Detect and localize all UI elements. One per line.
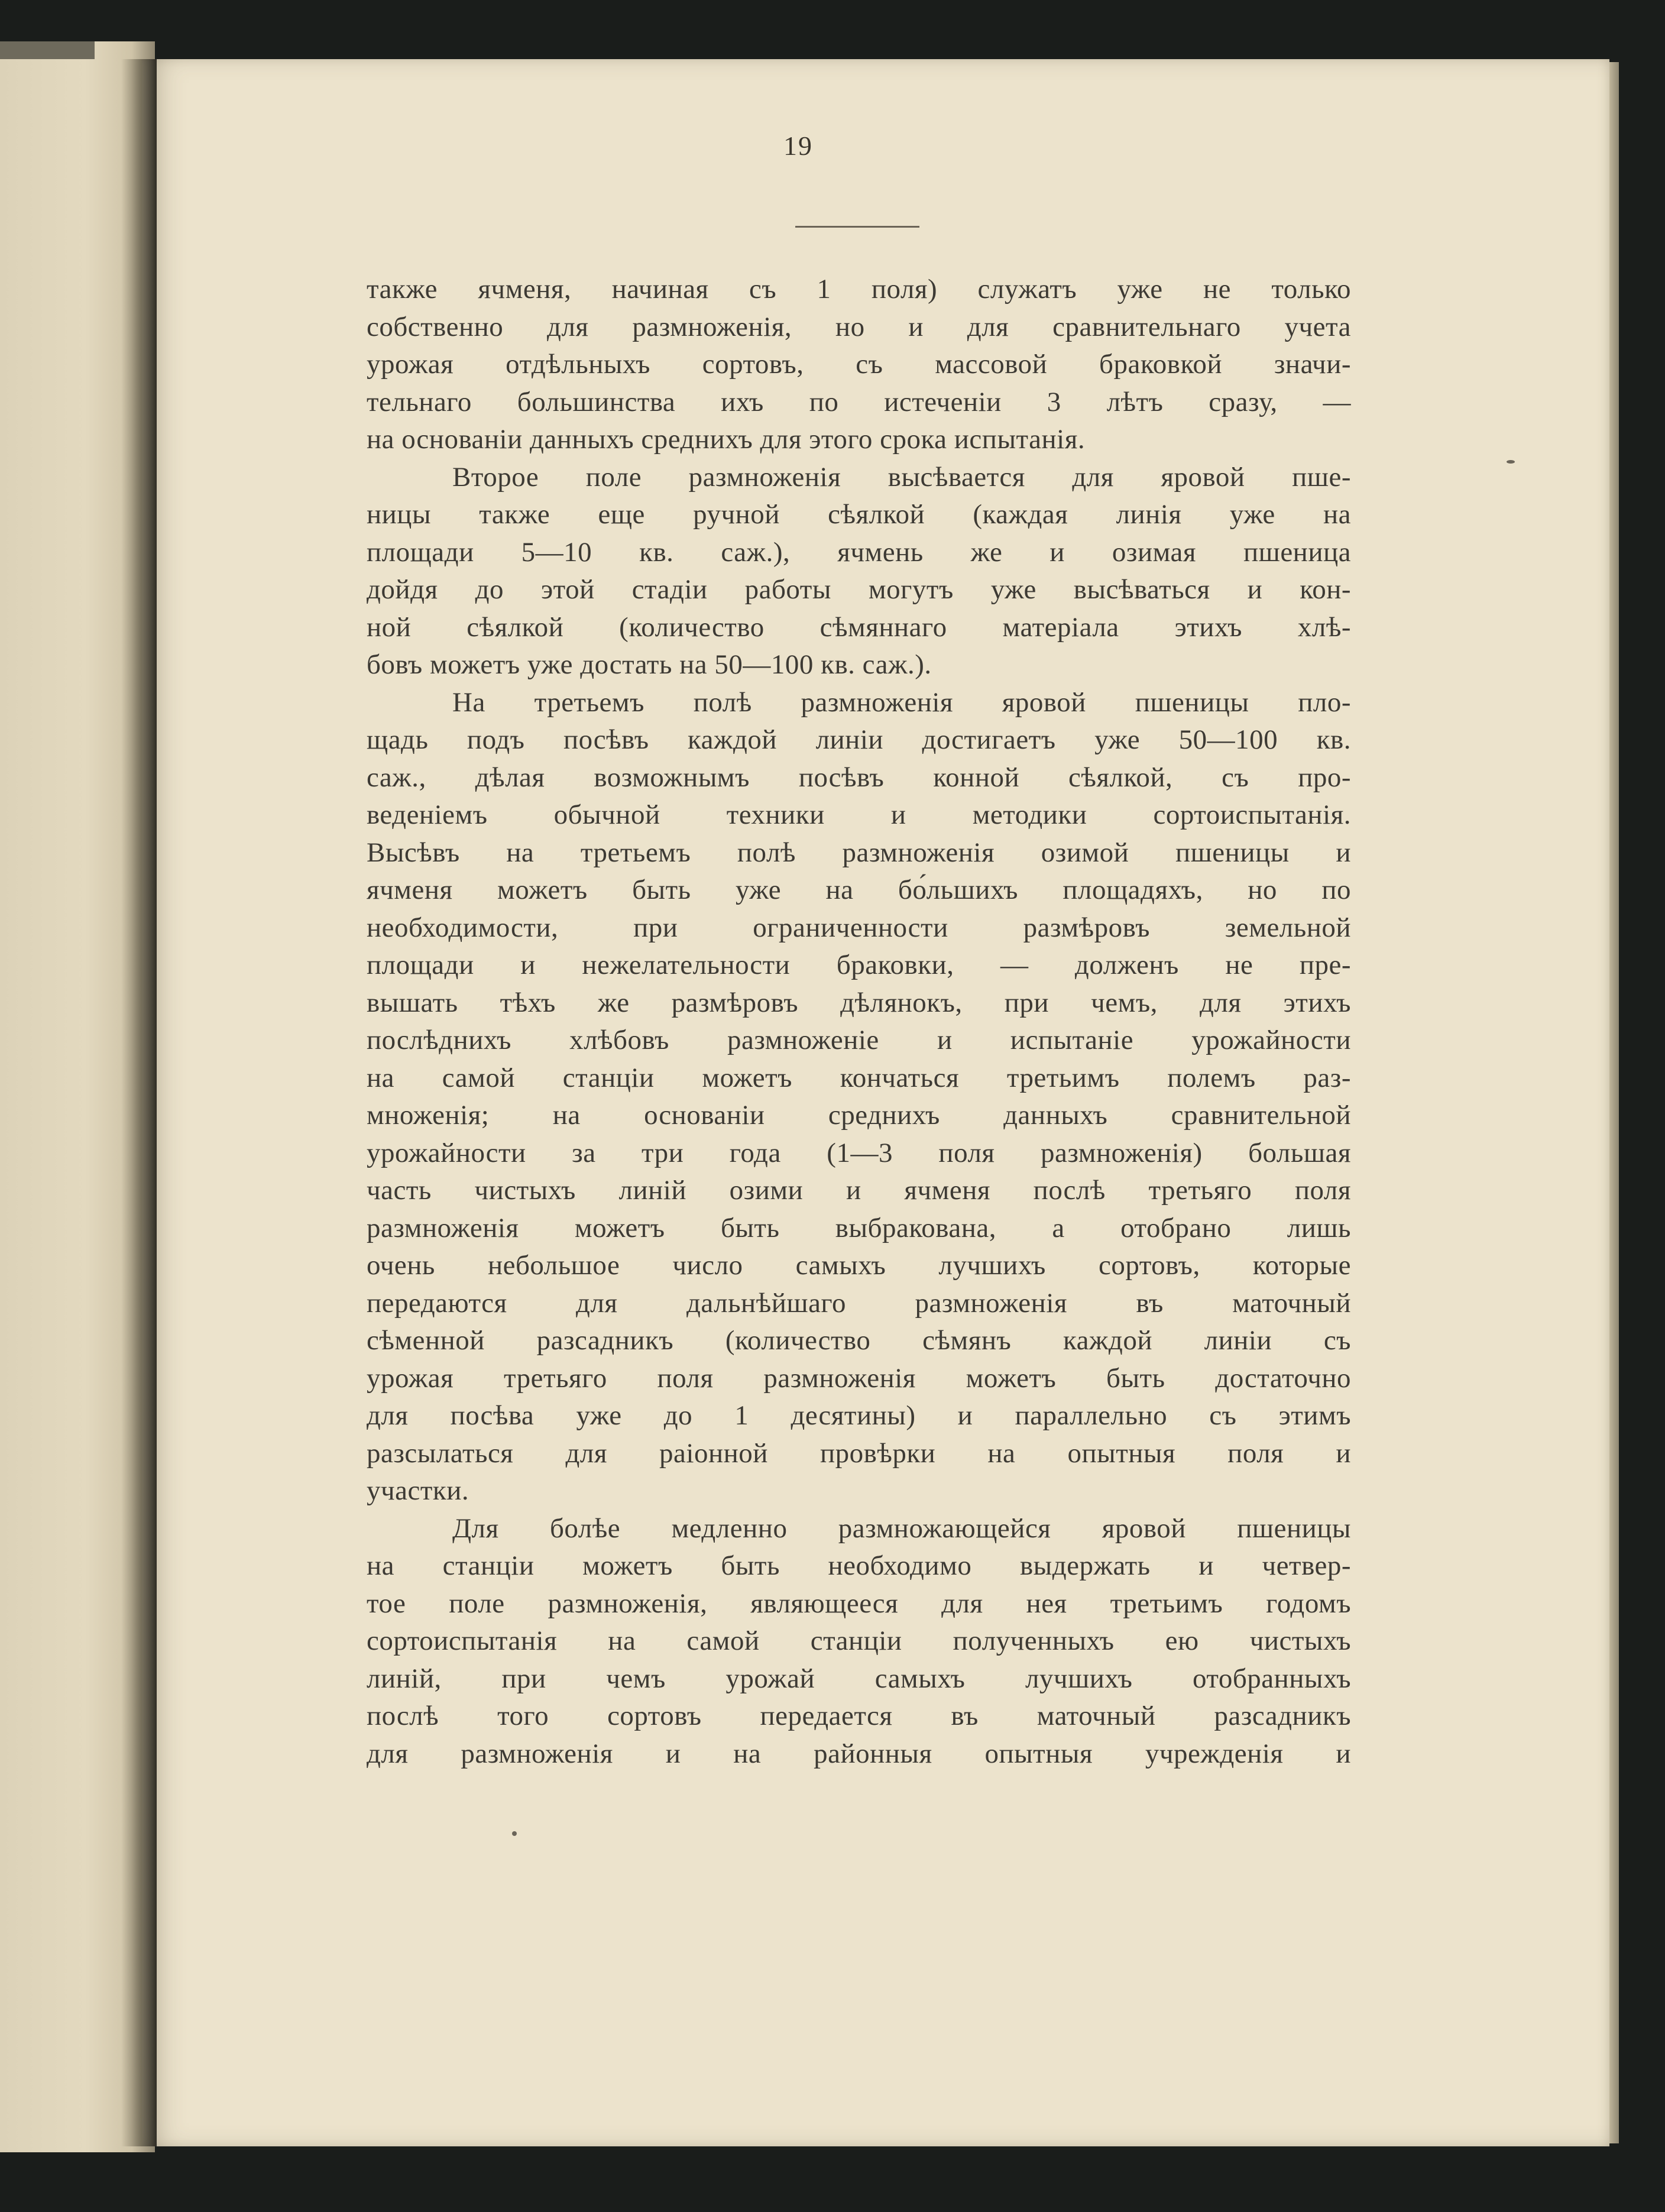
paragraph-2	[367, 459, 1351, 684]
text-line: послѣднихъ хлѣбовъ размноженіе и испытаніе урожайности	[367, 1025, 1351, 1055]
book-cover-edge	[0, 41, 95, 59]
text-line: вышать тѣхъ же размѣровъ дѣлянокъ, при чемъ, для этихъ	[367, 987, 1351, 1018]
text-line: на самой станціи можетъ кончаться третьимъ полемъ раз-	[367, 1062, 1351, 1093]
text-line: тельнаго большинства ихъ по истеченіи 3 лѣтъ сразу, —	[367, 386, 1351, 417]
paragraph-3	[367, 684, 1351, 1510]
paragraph-4	[367, 1510, 1351, 1773]
text-line: ной сѣялкой (количество сѣмяннаго матеріала этихъ хлѣ-	[367, 611, 1351, 643]
text-line: часть чистыхъ линій озими и ячменя послѣ третьяго поля	[367, 1175, 1351, 1206]
text-line: также ячменя, начиная съ 1 поля) служатъ уже не только	[367, 274, 1351, 305]
text-line: щадь подъ посѣвъ каждой линіи достигаетъ уже 50—100 кв.	[367, 724, 1351, 755]
text-line: Второе поле размноженія высѣвается для яровой пше-	[452, 461, 1351, 493]
text-line: урожайности за три года (1—3 поля размноженія) большая	[367, 1137, 1351, 1168]
text-line: саж., дѣлая возможнымъ посѣвъ конной сѣялкой, съ про-	[367, 762, 1351, 793]
text-line: веденіемъ обычной техники и методики сортоиспытанія.	[367, 799, 1351, 830]
paper-speck	[512, 1831, 517, 1836]
text-line: урожая отдѣльныхъ сортовъ, съ массовой браковкой значи-	[367, 349, 1351, 380]
page-number-rule	[795, 226, 919, 228]
text-line: На третьемъ полѣ размноженія яровой пшеницы пло-	[452, 686, 1351, 718]
text-line: на станціи можетъ быть необходимо выдержать и четвер-	[367, 1550, 1351, 1581]
text-line: для посѣва уже до 1 десятины) и параллельно съ этимъ	[367, 1400, 1351, 1431]
text-line: размноженія можетъ быть выбракована, а отобрано лишь	[367, 1212, 1351, 1243]
page-number: 19	[783, 131, 813, 161]
text-line: Для болѣе медленно размножающейся яровой пшеницы	[452, 1513, 1351, 1544]
text-line: участки.	[367, 1475, 469, 1506]
text-line: дойдя до этой стадіи работы могутъ уже высѣваться и кон-	[367, 574, 1351, 605]
text-line: на основаніи данныхъ среднихъ для этого срока испытанія.	[367, 424, 1086, 455]
text-line: послѣ того сортовъ передается въ маточный разсадникъ	[367, 1701, 1351, 1731]
text-line: урожая третьяго поля размноженія можетъ быть достаточно	[367, 1362, 1351, 1394]
text-line: для размноженія и на районныя опытныя учрежденія и	[367, 1738, 1351, 1769]
text-line: разсылаться для раіонной провѣрки на опытныя поля и	[367, 1437, 1351, 1469]
text-line: сортоиспытанія на самой станціи полученныхъ ею чистыхъ	[367, 1625, 1351, 1656]
text-line: сѣменной разсадникъ (количество сѣмянъ каждой линіи съ	[367, 1325, 1351, 1356]
page-right-edge	[1609, 62, 1619, 2143]
text-line: передаются для дальнѣйшаго размноженія въ маточный	[367, 1287, 1351, 1319]
text-line: очень небольшое число самыхъ лучшихъ сортовъ, которые	[367, 1250, 1351, 1281]
binding-shadow	[121, 59, 157, 2146]
text-line: линій, при чемъ урожай самыхъ лучшихъ отобранныхъ	[367, 1663, 1351, 1694]
text-line: ницы также еще ручной сѣялкой (каждая линія уже на	[367, 499, 1351, 530]
text-line: площади 5—10 кв. саж.), ячмень же и озимая пшеница	[367, 536, 1351, 568]
text-line: тое поле размноженія, являющееся для нея третьимъ годомъ	[367, 1588, 1351, 1619]
text-line: ячменя можетъ быть уже на бо́льшихъ площадяхъ, но по	[367, 875, 1351, 905]
text-line: площади и нежелательности браковки, — долженъ не пре-	[367, 950, 1351, 980]
text-line: собственно для размноженія, но и для сравнительнаго учета	[367, 311, 1351, 342]
text-line: Высѣвъ на третьемъ полѣ размноженія озимой пшеницы и	[367, 837, 1351, 868]
text-line: множенія; на основаніи среднихъ данныхъ сравнительной	[367, 1100, 1351, 1131]
paragraph-1	[367, 271, 1351, 459]
paper-speck	[1507, 460, 1515, 464]
body-text	[367, 271, 1351, 1773]
text-line: необходимости, при ограниченности размѣровъ земельной	[367, 912, 1351, 943]
text-line: бовъ можетъ уже достать на 50—100 кв. саж.).	[367, 649, 932, 680]
